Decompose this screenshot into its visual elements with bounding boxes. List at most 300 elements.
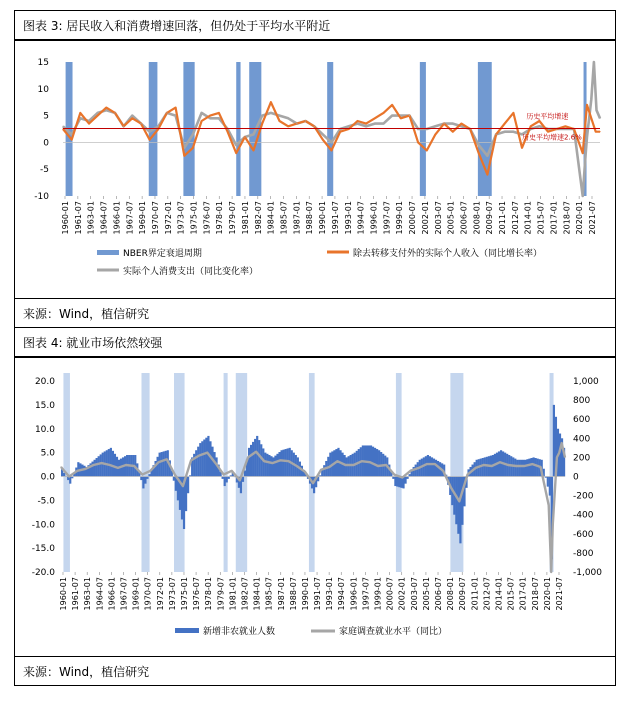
x2-tick-label: 1985-07: [264, 577, 274, 611]
x2-tick-label: 2000-07: [385, 577, 395, 611]
consumption-point: [175, 115, 176, 116]
household-point: [499, 462, 500, 463]
payroll-bar: [258, 440, 260, 476]
legend-label-consumption: 实际个人消费支出（同比变化率）: [123, 267, 259, 277]
income-point: [530, 126, 531, 127]
x2-tick-label: 1961-07: [71, 577, 81, 611]
y-tick-label: 0: [43, 138, 49, 149]
consumption-point: [461, 126, 462, 127]
household-point: [353, 464, 354, 465]
household-point: [255, 451, 256, 452]
payroll-bar: [224, 477, 226, 487]
household-point: [442, 470, 443, 471]
payroll-bar: [161, 452, 163, 476]
income-point: [392, 104, 393, 105]
x-tick-label: 2012-07: [510, 201, 520, 235]
x2-tick-label: 1964-07: [95, 577, 105, 611]
payroll-bar: [159, 453, 161, 477]
x-tick-label: 1984-01: [266, 201, 276, 235]
payroll-bar: [268, 455, 270, 476]
x2-tick-label: 1999-01: [373, 577, 383, 611]
household-point: [125, 464, 126, 465]
household-point: [117, 467, 118, 468]
x2-tick-label: 2017-01: [518, 577, 528, 611]
household-point: [369, 462, 370, 463]
household-point: [304, 471, 305, 472]
payroll-bar: [264, 453, 266, 477]
household-point: [190, 460, 191, 461]
consumption-point: [244, 136, 245, 137]
payroll-bar: [226, 477, 228, 483]
x2-tick-label: 2008-01: [446, 577, 456, 611]
payroll-bar: [254, 439, 256, 477]
household-point: [467, 474, 468, 475]
household-point: [158, 462, 159, 463]
household-point: [559, 452, 560, 453]
household-point: [548, 505, 549, 506]
x-tick-label: 1996-01: [369, 201, 379, 235]
x2-tick-label: 1967-07: [119, 577, 129, 611]
household-point: [296, 465, 297, 466]
payroll-bar: [396, 477, 398, 487]
consumption-point: [374, 123, 375, 124]
payroll-bar: [348, 456, 350, 476]
x2-tick-label: 2021-07: [555, 577, 564, 611]
payroll-bar: [429, 456, 431, 476]
consumption-point: [201, 112, 202, 113]
payroll-bar: [94, 460, 96, 477]
payroll-bar: [195, 450, 197, 476]
x-tick-label: 1961-07: [73, 201, 83, 235]
fig1-chart: [15, 41, 615, 298]
x-tick-label: 2011-01: [498, 201, 507, 235]
payroll-bar: [323, 465, 325, 476]
consumption-point: [166, 112, 167, 113]
payroll-bar: [457, 477, 459, 534]
recession-band: [396, 373, 402, 572]
payroll-bar: [144, 477, 146, 484]
y-right-tick-label: 0: [573, 472, 579, 483]
household-point: [345, 464, 346, 465]
income-point: [461, 123, 462, 124]
x2-tick-label: 1978-01: [204, 577, 214, 611]
household-point: [321, 469, 322, 470]
x2-tick-label: 1970-07: [143, 577, 153, 611]
consumption-point: [513, 131, 514, 132]
consumption-point: [71, 134, 72, 135]
x-tick-label: 1963-01: [86, 201, 96, 235]
income-point: [357, 120, 358, 121]
x-tick-label: 2021-07: [588, 201, 597, 235]
household-point: [418, 467, 419, 468]
consumption-point: [400, 115, 401, 116]
x-tick-label: 1993-01: [343, 201, 353, 235]
x2-tick-label: 1996-01: [349, 577, 359, 611]
consumption-point: [88, 120, 89, 121]
payroll-bar: [203, 439, 205, 476]
household-point: [410, 470, 411, 471]
x-tick-label: 1976-07: [202, 201, 212, 235]
household-point: [483, 464, 484, 465]
income-point: [591, 118, 592, 119]
income-point: [595, 131, 596, 132]
income-point: [374, 118, 375, 119]
y-left-tick-label: -10.0: [31, 520, 55, 531]
household-point: [109, 464, 110, 465]
y-right-tick-label: 400: [573, 434, 591, 445]
income-point: [279, 120, 280, 121]
household-point: [288, 461, 289, 462]
household-point: [150, 470, 151, 471]
consumption-point: [62, 126, 63, 127]
income-point: [71, 139, 72, 140]
x2-tick-label: 1984-01: [252, 577, 262, 611]
household-point: [142, 474, 143, 475]
y-left-tick-label: -15.0: [31, 544, 55, 555]
legend-label-payroll: 新增非农就业人数: [203, 627, 276, 637]
household-point: [215, 463, 216, 464]
income-point: [504, 123, 505, 124]
household-point: [451, 487, 452, 488]
income-point: [452, 131, 453, 132]
x-tick-label: 1973-07: [176, 201, 186, 235]
household-point: [540, 466, 541, 467]
income-point: [539, 120, 540, 121]
consumption-point: [366, 126, 367, 127]
consumption-point: [158, 126, 159, 127]
household-point: [524, 465, 525, 466]
x-tick-label: 1987-01: [292, 201, 302, 235]
y-right-tick-label: -400: [573, 510, 594, 521]
x-tick-label: 2017-01: [549, 201, 559, 235]
fig2-source: 来源：Wind，植信研究: [14, 656, 616, 686]
consumption-point: [322, 134, 323, 135]
household-point: [475, 467, 476, 468]
x2-tick-label: 2003-07: [409, 577, 419, 611]
consumption-point: [80, 118, 81, 119]
x-tick-label: 1969-01: [138, 201, 148, 235]
x-tick-label: 1967-07: [125, 201, 135, 235]
payroll-bar: [187, 477, 189, 494]
household-point: [93, 464, 94, 465]
x-tick-label: 2008-01: [472, 201, 482, 235]
x-tick-label: 2015-07: [536, 201, 546, 235]
household-point: [361, 461, 362, 462]
income-point: [331, 150, 332, 151]
payroll-bar: [140, 477, 142, 481]
income-point: [236, 153, 237, 154]
payroll-bar: [484, 457, 486, 476]
y-right-tick-label: 800: [573, 396, 591, 407]
household-point: [264, 461, 265, 462]
payroll-bar: [199, 443, 201, 476]
income-point: [418, 142, 419, 143]
payroll-bar: [272, 457, 274, 476]
household-point: [516, 465, 517, 466]
x-tick-label: 1991-07: [330, 201, 340, 235]
consumption-point: [184, 147, 185, 148]
payroll-bar: [547, 477, 549, 487]
x2-tick-label: 2011-01: [470, 577, 480, 611]
x-tick-label: 2014-01: [523, 201, 533, 235]
legend-swatch-payroll: [175, 628, 199, 633]
payroll-bar: [518, 460, 520, 477]
y-left-tick-label: -20.0: [31, 568, 55, 578]
payroll-bar: [378, 450, 380, 476]
household-point: [223, 474, 224, 475]
income-point: [565, 126, 566, 127]
x-tick-label: 1979-07: [228, 201, 238, 235]
payroll-bar: [459, 477, 461, 544]
consumption-point: [409, 115, 410, 116]
payroll-bar: [370, 445, 372, 476]
payroll-bar: [549, 477, 551, 496]
consumption-point: [331, 142, 332, 143]
x-tick-label: 1966-01: [112, 201, 122, 235]
payroll-bar: [276, 454, 278, 477]
payroll-bar: [252, 442, 254, 477]
x-tick-label: 1972-01: [163, 201, 173, 235]
fig2-title: 图表 4: 就业市场依然较强: [14, 327, 616, 357]
household-point: [491, 465, 492, 466]
x-tick-label: 1981-01: [241, 201, 250, 235]
income-point: [210, 115, 211, 116]
income-point: [201, 120, 202, 121]
income-point: [192, 147, 193, 148]
household-point: [272, 463, 273, 464]
income-point: [586, 104, 587, 105]
payroll-bar: [427, 455, 429, 476]
y-tick-label: 15: [37, 58, 49, 68]
income-point: [288, 126, 289, 127]
payroll-bar: [157, 457, 159, 477]
recession-band: [174, 373, 185, 572]
income-point: [383, 112, 384, 113]
payroll-bar: [553, 405, 555, 477]
payroll-bar: [98, 456, 100, 476]
payroll-bar: [433, 459, 435, 477]
consumption-point: [586, 136, 587, 137]
fig2-chart: [15, 358, 615, 656]
x-tick-label: 2005-01: [446, 201, 456, 235]
consumption-point: [504, 131, 505, 132]
x-tick-label: 1994-07: [356, 201, 366, 235]
annotation-text: 历史平均增速2.6%: [522, 133, 582, 142]
recession-band: [478, 62, 492, 196]
payroll-bar: [522, 460, 524, 477]
fig1-chart-panel: [14, 40, 616, 299]
household-point: [561, 442, 562, 443]
x2-tick-label: 1976-07: [192, 577, 202, 611]
consumption-point: [478, 144, 479, 145]
household-point: [312, 483, 313, 484]
x-tick-label: 2018-07: [562, 201, 572, 235]
y-left-tick-label: 0.0: [40, 472, 55, 483]
payroll-bar: [96, 458, 98, 477]
consumption-point: [262, 115, 263, 116]
income-point: [513, 112, 514, 113]
payroll-bar: [63, 473, 65, 477]
x2-tick-label: 1972-01: [155, 577, 165, 611]
income-point: [521, 147, 522, 148]
household-point: [564, 457, 565, 458]
income-point: [218, 112, 219, 113]
payroll-bar: [537, 459, 539, 477]
household-point: [247, 457, 248, 458]
household-point: [85, 468, 86, 469]
recession-band: [236, 62, 240, 196]
y-right-tick-label: 200: [573, 453, 591, 464]
income-point: [322, 139, 323, 140]
x2-tick-label: 1988-07: [288, 577, 298, 611]
income-point: [227, 131, 228, 132]
consumption-point: [591, 99, 592, 100]
x-tick-label: 2000-07: [408, 201, 417, 235]
consumption-point: [348, 126, 349, 127]
payroll-bar: [83, 466, 85, 477]
consumption-point: [585, 158, 586, 159]
payroll-bar: [516, 460, 518, 477]
household-point: [231, 470, 232, 471]
y-right-tick-label: -200: [573, 491, 594, 502]
income-point: [132, 118, 133, 119]
y-right-tick-label: -1,000: [573, 568, 603, 578]
payroll-bar: [415, 465, 417, 477]
payroll-bar: [435, 460, 437, 477]
income-point: [184, 155, 185, 156]
legend-label-household: 家庭调查就业水平（同比）: [339, 627, 448, 637]
x2-tick-label: 1975-01: [180, 577, 189, 611]
income-point: [582, 153, 583, 154]
x2-tick-label: 2006-07: [434, 577, 443, 611]
payroll-bar: [248, 448, 250, 477]
y-right-tick-label: 1,000: [573, 377, 599, 387]
household-point: [134, 465, 135, 466]
x-tick-label: 2020-01: [575, 201, 585, 235]
household-point: [394, 474, 395, 475]
payroll-bar: [201, 441, 203, 476]
payroll-bar: [512, 457, 514, 476]
x-tick-label: 1960-01: [61, 201, 70, 235]
payroll-bar: [280, 450, 282, 476]
consumption-point: [596, 110, 597, 111]
consumption-point: [288, 118, 289, 119]
household-point: [207, 452, 208, 453]
payroll-bar: [270, 456, 272, 476]
x-tick-label: 1982-07: [253, 201, 263, 235]
payroll-bar: [285, 449, 287, 476]
payroll-bar: [372, 447, 374, 477]
consumption-point: [314, 126, 315, 127]
x2-tick-label: 1969-01: [131, 577, 141, 611]
payroll-bar: [110, 448, 112, 477]
y-tick-label: 5: [43, 111, 49, 122]
y-tick-label: 10: [37, 84, 49, 95]
payroll-bar: [530, 458, 532, 477]
household-point: [101, 463, 102, 464]
household-point: [386, 464, 387, 465]
y-left-tick-label: 20.0: [34, 377, 55, 387]
x2-tick-label: 2014-01: [494, 577, 504, 611]
payroll-bar: [163, 451, 165, 476]
y-left-tick-label: 15.0: [34, 400, 55, 411]
x2-tick-label: 1994-07: [337, 577, 347, 611]
consumption-point: [599, 118, 600, 119]
consumption-point: [132, 115, 133, 116]
consumption-point: [270, 112, 271, 113]
x-tick-label: 2006-07: [459, 201, 469, 235]
y-left-tick-label: 5.0: [40, 448, 55, 459]
consumption-point: [149, 131, 150, 132]
payroll-bar: [242, 477, 244, 482]
payroll-bar: [142, 477, 144, 489]
income-point: [400, 118, 401, 119]
payroll-bar: [461, 477, 463, 525]
household-point: [556, 457, 557, 458]
x2-tick-label: 2002-01: [397, 577, 407, 611]
household-point: [69, 476, 70, 477]
income-point: [262, 123, 263, 124]
payroll-bar: [278, 452, 280, 476]
household-point: [459, 501, 460, 502]
x-tick-label: 1990-01: [318, 201, 328, 235]
payroll-bar: [425, 456, 427, 476]
income-point: [149, 139, 150, 140]
income-point: [175, 107, 176, 108]
payroll-bar: [346, 457, 348, 476]
payroll-bar: [283, 450, 285, 477]
x2-tick-label: 1990-01: [301, 577, 310, 611]
x-tick-label: 2002-01: [420, 201, 430, 235]
payroll-bar: [526, 459, 528, 476]
payroll-bar: [404, 477, 406, 484]
household-point: [174, 474, 175, 475]
recession-band: [183, 62, 194, 196]
x-tick-label: 1978-01: [215, 201, 225, 235]
household-point: [329, 466, 330, 467]
consumption-point: [114, 112, 115, 113]
household-point: [507, 464, 508, 465]
payroll-bar: [173, 477, 175, 481]
x2-tick-label: 2009-07: [458, 577, 468, 611]
x2-tick-label: 1981-01: [228, 577, 238, 611]
consumption-point: [218, 118, 219, 119]
household-point: [377, 465, 378, 466]
legend-swatch-recession: [97, 250, 119, 255]
household-point: [60, 466, 61, 467]
payroll-bar: [524, 460, 526, 477]
household-point: [182, 485, 183, 486]
consumption-point: [392, 115, 393, 116]
legend-label-income: 除去转移支付外的实际个人收入（同比增长率）: [353, 249, 543, 259]
consumption-point: [192, 134, 193, 135]
y-left-tick-label: 10.0: [34, 424, 55, 435]
x2-tick-label: 2005-01: [421, 577, 431, 611]
y-right-tick-label: 600: [573, 415, 591, 426]
payroll-bar: [394, 477, 396, 487]
x2-tick-label: 2012-07: [482, 577, 492, 611]
x2-tick-label: 1973-07: [167, 577, 177, 611]
recession-band: [309, 373, 315, 572]
income-point: [547, 131, 548, 132]
household-point: [552, 524, 553, 525]
x-tick-label: 1970-07: [151, 201, 160, 235]
legend-label-recession: NBER界定衰退周期: [123, 249, 202, 259]
income-point: [487, 174, 488, 175]
household-point: [280, 460, 281, 461]
consumption-point: [97, 112, 98, 113]
y-right-tick-label: -600: [573, 529, 594, 540]
